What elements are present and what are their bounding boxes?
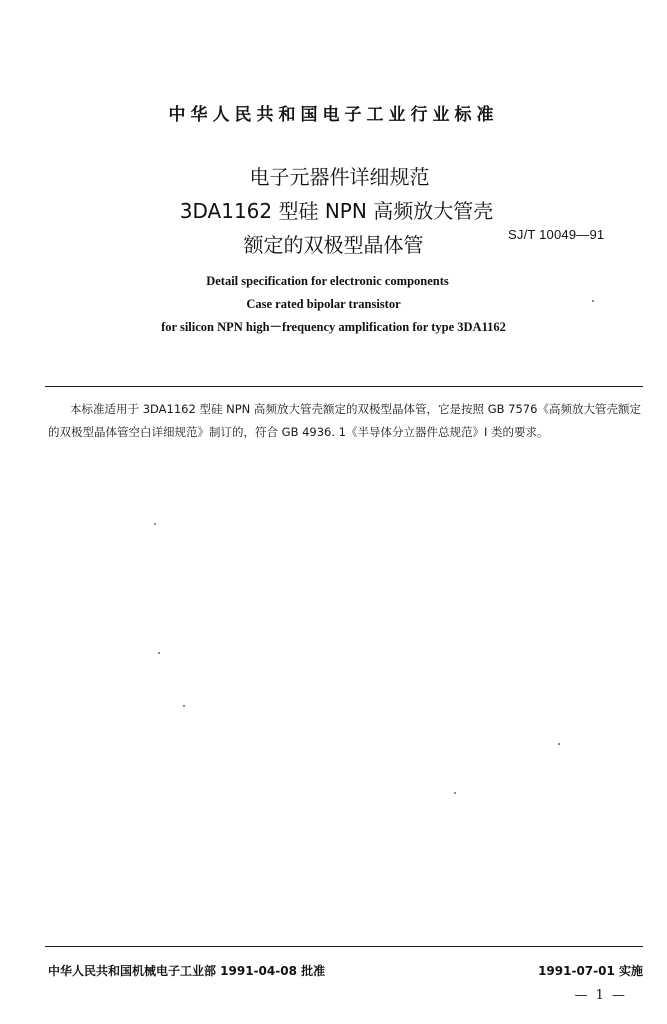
title-line-3: 额定的双极型晶体管 (243, 233, 424, 257)
bottom-divider (45, 946, 643, 947)
standard-number: SJ/T 10049—91 (508, 227, 605, 242)
title-line-2: 3DA1162 型硅 NPN 高频放大管壳 (179, 199, 494, 223)
english-title-line-3: for silicon NPN high－frequency amplification for type 3DA1162 (161, 320, 506, 334)
english-title-line-2: Case rated bipolar transistor (246, 297, 401, 311)
scan-speck (183, 705, 185, 707)
title-line-1: 电子元器件详细规范 (249, 165, 430, 189)
scan-speck (158, 652, 160, 654)
issuing-standard-header: 中华人民共和国电子工业行业标准 (168, 105, 499, 125)
top-divider (45, 386, 643, 387)
scan-speck (454, 792, 456, 794)
english-title (0, 270, 667, 339)
scan-speck (592, 300, 594, 302)
implementation-date: 1991-07-01 实施 (538, 964, 643, 978)
scope-paragraph: 本标准适用于 3DA1162 型硅 NPN 高频放大管壳额定的双极型晶体管，它是按照 GB 7576《高频放大管壳额定的双极型晶体管空白详细规范》制订的，符合 GB 4936. 1《半导体分立器件总规范》I 类的要求。 (48, 402, 641, 439)
approval-note: 中华人民共和国机械电子工业部 1991-04-08 批准 (48, 964, 326, 978)
document-title (0, 160, 667, 262)
english-title-line-1: Detail specification for electronic components (206, 274, 449, 288)
page-number: — 1 — (574, 988, 627, 1003)
scan-speck (154, 523, 156, 525)
scan-speck (558, 743, 560, 745)
